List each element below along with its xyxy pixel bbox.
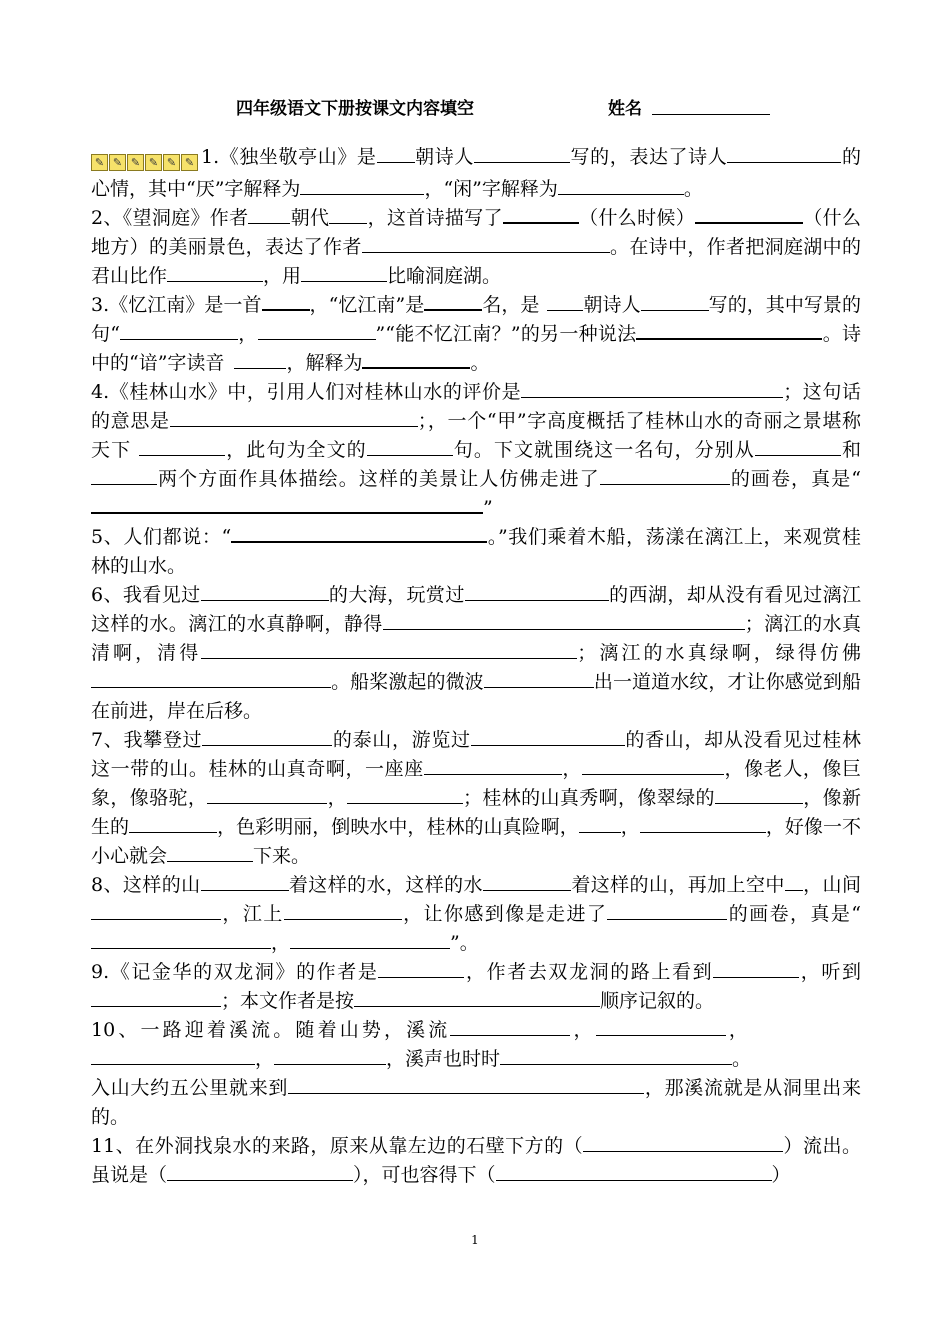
blank[interactable] [471,727,625,746]
question-10: 10、一路迎着溪流。随着山势，溪流 ， ，， ，溪声也时时 。 [91,1019,752,1070]
blank[interactable] [290,930,450,949]
blank[interactable] [377,144,415,163]
blank[interactable] [91,494,483,514]
blank[interactable] [167,843,253,862]
question-4: 4.《桂林山水》中，引用人们对桂林山水的评价是 ；这句话的意思是 ；，一个“甲”字高度概括了桂林山水的奇丽之景堪称天下 ，此句为全文的 句。下文就围绕这一名句，分别从 和两个方面作具体描绘。这样的美景让人仿佛走进了 的画卷，真是“” [91,381,861,519]
blank[interactable] [201,872,289,891]
blank[interactable] [474,144,570,163]
blank[interactable] [201,640,577,659]
blank[interactable] [465,582,609,601]
blank[interactable] [347,785,463,804]
name-blank[interactable] [652,114,770,115]
blank[interactable] [496,1162,772,1181]
blank[interactable] [202,727,332,746]
question-3: 3.《忆江南》是一首 ，“忆江南”是 名，是 朝诗人 写的，其中写景的句“ ， ”“能不忆江南？”的另一种说法 。诗中的“谙”字读音 ，解释为 。 [91,291,861,378]
blank[interactable] [607,901,727,920]
blank[interactable] [424,756,562,775]
question-8: 8、这样的山 着这样的水，这样的水 着这样的山，再加上空中 ，山间，江上 ，让你感到像是走进了 的画卷，真是“， ”。 [91,874,861,954]
blank[interactable] [139,437,225,456]
blank[interactable] [641,292,709,311]
blank[interactable] [484,669,594,688]
blank[interactable] [636,320,822,340]
blank[interactable] [600,466,730,485]
blank[interactable] [547,292,583,311]
blank[interactable] [91,930,271,949]
blank[interactable] [785,872,803,891]
blank[interactable] [715,785,803,804]
blank[interactable] [424,291,482,311]
blank[interactable] [666,176,684,195]
blank[interactable] [503,204,579,224]
blank[interactable] [91,901,221,920]
blank[interactable] [695,204,803,224]
blank[interactable] [91,988,221,1007]
question-2: 2、《望洞庭》作者 朝代 ，这首诗描写了 （什么时候） （什么地方）的美丽景色，表达了作者 。在诗中，作者把洞庭湖中的君山比作 ，用 比喻洞庭湖。 [91,204,861,291]
blank[interactable] [500,1046,732,1065]
blank[interactable] [362,234,610,253]
blank[interactable] [234,350,286,369]
blank[interactable] [288,1075,644,1094]
blank[interactable] [713,959,799,978]
question-10-continued: 入山大约五公里就来到 ，那溪流就是从洞里出来的。 [91,1077,861,1128]
cursor-icon: ✎ [163,154,180,171]
blank[interactable] [170,408,418,427]
blank[interactable] [91,466,157,485]
blank[interactable] [362,349,470,369]
question-5: 5、人们都说：“ 。”我们乘着木船，荡漾在漓江上，来观赏桂林的山水。 [91,523,861,581]
name-label: 姓名 [608,99,642,119]
blank[interactable] [582,756,724,775]
blank[interactable] [583,1133,783,1152]
blank[interactable] [258,321,376,340]
blank[interactable] [167,1162,353,1181]
cursor-icon: ✎ [109,154,126,171]
blank[interactable] [120,321,238,340]
blank[interactable] [755,437,841,456]
blank[interactable] [579,814,621,833]
blank[interactable] [378,959,464,978]
question-9: 9.《记金华的双龙洞》的作者是 ，作者去双龙洞的路上看到 ，听到；本文作者是按 顺序记叙的。 [91,961,861,1012]
blank[interactable] [521,379,783,398]
blank[interactable] [329,205,367,224]
blank[interactable] [129,814,217,833]
blank[interactable] [248,205,290,224]
blank[interactable] [91,669,331,688]
blank[interactable] [274,1046,386,1065]
blank[interactable] [167,263,263,282]
question-1: ✎ ✎ ✎ ✎ ✎ ✎ 1.《独坐敬亭山》是 朝诗人 写的，表达了诗人 的心情，其中“厌”字解释为 ，“闲”字解释为 。 [91,146,861,200]
blank[interactable] [779,144,841,163]
blank[interactable] [300,176,424,195]
blank[interactable] [231,523,487,543]
cursor-icon: ✎ [145,154,162,171]
question-7: 7、我攀登过 的泰山，游览过 的香山，却从没看见过桂林这一带的山。桂林的山真奇啊，一座座 ， ，像老人，像巨象，像骆驼， ， ；桂林的山真秀啊，像翠绿的 ，像新生的 ，色彩明丽，倒映水中，桂林的山真险啊， ， ，好像一不小心就会 下来。 [91,729,861,867]
worksheet-body [91,143,861,1190]
blank[interactable] [354,988,600,1007]
blank[interactable] [301,263,387,282]
blank[interactable] [284,901,402,920]
cursor-icon: ✎ [91,154,108,171]
page-number: 1 [471,1233,479,1247]
page-title: 四年级语文下册按课文内容填空 [236,99,474,119]
blank[interactable] [483,872,571,891]
toolbar-icons [91,146,199,175]
blank[interactable] [207,785,327,804]
blank[interactable] [640,814,766,833]
blank[interactable] [262,291,310,311]
cursor-icon: ✎ [181,154,198,171]
blank[interactable] [450,1017,570,1036]
blank[interactable] [367,437,453,456]
blank[interactable] [91,1046,255,1065]
blank[interactable] [201,582,329,601]
blank[interactable] [596,1017,726,1036]
question-6: 6、我看见过 的大海，玩赏过 的西湖，却从没有看见过漓江这样的水。漓江的水真静啊，静得 ；漓江的水真清啊，清得 ；漓江的水真绿啊，绿得仿佛。船桨激起的微波 出一道道水纹，才让你感觉到船在前进，岸在后移。 [91,584,861,722]
blank[interactable] [727,144,779,163]
cursor-icon: ✎ [127,154,144,171]
blank[interactable] [558,176,666,195]
question-11: 11、在外洞找泉水的来路，原来从靠左边的石壁下方的（ ）流出。虽说是（ ），可也容得下（ ） [91,1135,861,1186]
blank[interactable] [383,611,745,630]
